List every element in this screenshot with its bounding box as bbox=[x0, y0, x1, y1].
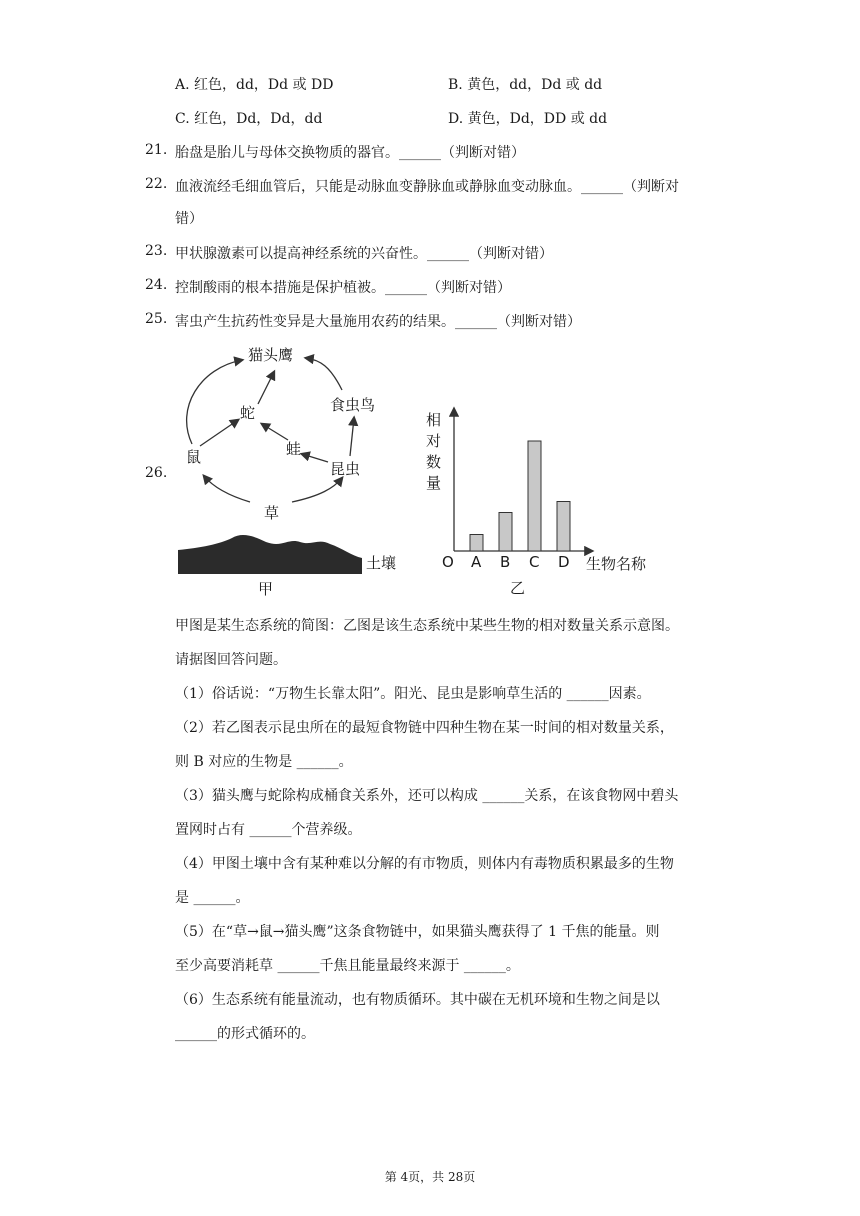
food-web-diagram bbox=[170, 338, 410, 600]
q26-sub2-cont: 则 B 对应的生物是 ______。 bbox=[175, 754, 353, 770]
node-frog: 蛙 bbox=[286, 440, 302, 458]
question-number: 25. bbox=[145, 311, 168, 327]
y-axis-label-char: 量 bbox=[426, 474, 442, 492]
question-number: 26. bbox=[145, 465, 168, 481]
q26-sub5: （5）在“草→鼠→猫头鹰”这条食物链中，如果猫头鹰获得了 1 千焦的能量。则 bbox=[175, 924, 660, 940]
question-text: 胎盘是胎儿与母体交换物质的器官。______（判断对错） bbox=[175, 145, 525, 161]
q26-sub3: （3）猫头鹰与蛇除构成桶食关系外，还可以构成 ______关系，在该食物网中碧头 bbox=[175, 788, 679, 804]
q26-sub1: （1）俗话说：“万物生长靠太阳”。阳光、昆虫是影响草生活的 ______因素。 bbox=[175, 686, 651, 702]
question-number: 21. bbox=[145, 142, 168, 158]
y-axis-label-char: 数 bbox=[426, 453, 442, 471]
page-footer: 第 4页，共 28页 bbox=[384, 1170, 476, 1184]
question-text-continued: 错） bbox=[175, 211, 203, 227]
q26-intro-line1: 甲图是某生态系统的简图：乙图是该生态系统中某些生物的相对数量关系示意图。 bbox=[175, 618, 679, 634]
node-mouse: 鼠 bbox=[186, 448, 202, 466]
question-text: 控制酸雨的根本措施是保护植被。______（判断对错） bbox=[175, 280, 511, 296]
chart-caption-yi: 乙 bbox=[510, 579, 526, 597]
question-number: 22. bbox=[145, 176, 168, 192]
soil-shape bbox=[178, 535, 362, 574]
y-axis-label-char: 对 bbox=[426, 432, 442, 450]
node-grass: 草 bbox=[264, 504, 280, 522]
x-axis-label: 生物名称 bbox=[586, 555, 647, 573]
question-text: 害虫产生抗药性变异是大量施用农药的结果。______（判断对错） bbox=[175, 314, 581, 330]
q26-sub6: （6）生态系统有能量流动，也有物质循环。其中碳在无机环境和生物之间是以 bbox=[175, 992, 660, 1008]
origin-label: O bbox=[442, 553, 454, 571]
question-text: 甲状腺激素可以提高神经系统的兴奋性。______（判断对错） bbox=[175, 246, 553, 262]
bar-B bbox=[499, 513, 512, 552]
tick-label-A: A bbox=[471, 553, 482, 571]
diagram-caption-jia: 甲 bbox=[258, 580, 274, 598]
option-b: B. 黄色，dd，Dd 或 dd bbox=[448, 77, 603, 93]
tick-label-B: B bbox=[500, 553, 511, 571]
bar-D bbox=[557, 502, 570, 552]
node-owl: 猫头鹰 bbox=[248, 346, 294, 364]
bar-A bbox=[470, 535, 483, 552]
bar-C bbox=[528, 441, 541, 551]
question-text: 血液流经毛细血管后，只能是动脉血变静脉血或静脉血变动脉血。______（判断对 bbox=[175, 179, 679, 195]
q26-intro-line2: 请据图回答问题。 bbox=[175, 652, 287, 668]
node-insect: 昆虫 bbox=[330, 460, 361, 478]
q26-sub2: （2）若乙图表示昆虫所在的最短食物链中四种生物在某一时间的相对数量关系， bbox=[175, 720, 674, 736]
q26-sub6-cont: ______的形式循环的。 bbox=[175, 1026, 315, 1042]
q26-sub4: （4）甲图土壤中含有某种难以分解的有市物质，则体内有毒物质积累最多的生物 bbox=[175, 856, 674, 872]
node-soil: 土壤 bbox=[366, 554, 397, 572]
y-axis-label-char: 相 bbox=[426, 411, 442, 429]
option-c: C. 红色，Dd，Dd，dd bbox=[175, 111, 323, 127]
q26-sub4-cont: 是 ______。 bbox=[175, 890, 250, 906]
node-snake: 蛇 bbox=[240, 404, 256, 422]
tick-label-D: D bbox=[558, 553, 570, 571]
relative-quantity-chart bbox=[420, 405, 660, 597]
y-axis-label bbox=[426, 411, 441, 492]
option-a: A. 红色，dd，Dd 或 DD bbox=[175, 77, 334, 93]
question-number: 23. bbox=[145, 243, 168, 259]
node-bird: 食虫鸟 bbox=[330, 396, 376, 414]
option-d: D. 黄色，Dd，DD 或 dd bbox=[448, 111, 608, 127]
q26-sub3-cont: 置网时占有 ______个营养级。 bbox=[175, 822, 362, 838]
question-number: 24. bbox=[145, 277, 168, 293]
q26-sub5-cont: 至少高要消耗草 ______千焦且能量最终来源于 ______。 bbox=[175, 958, 520, 974]
tick-label-C: C bbox=[529, 553, 540, 571]
